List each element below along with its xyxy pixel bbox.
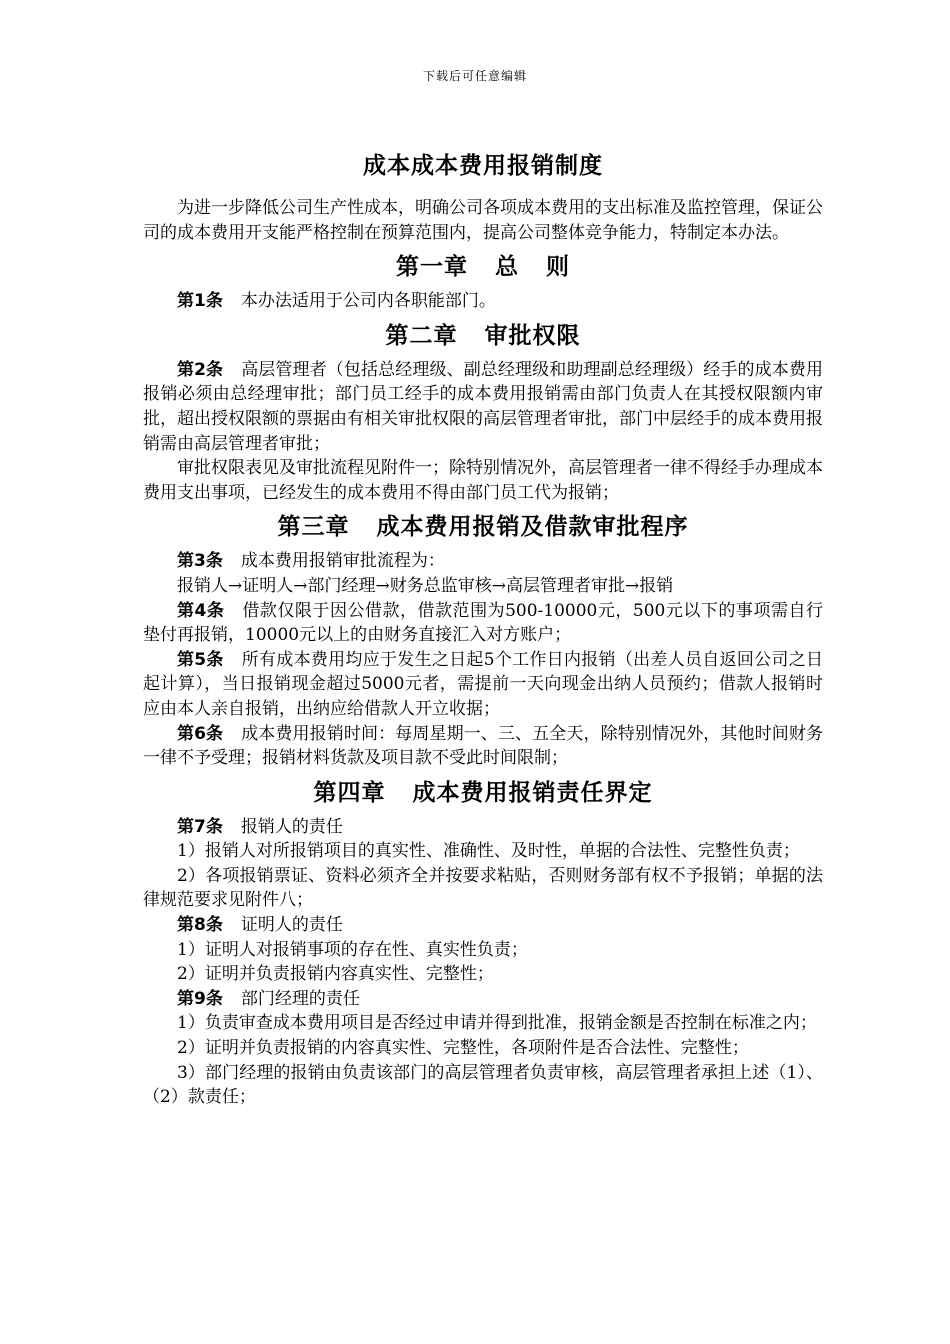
article-5-text: 所有成本费用均应于发生之日起5个工作日内报销（出差人员自返回公司之日起计算），当日报销现金超过5000元者，需提前一天向现金出纳人员预约；借款人报销时应由本人亲自报销，出纳应给借款人开立收据； <box>143 649 823 719</box>
article-8-item: 2）证明并负责报销内容真实性、完整性； <box>177 964 494 985</box>
article-2-label: 第2条 <box>177 359 224 380</box>
article-9-item: 1）负责审查成本费用项目是否经过申请并得到批准，报销金额是否控制在标准之内； <box>177 1013 817 1034</box>
article-7-text: 报销人的责任 <box>240 816 343 837</box>
chapter-3-heading: 第三章 成本费用报销及借款审批程序 <box>277 514 689 541</box>
header-note: 下载后可任意编辑 <box>422 69 527 83</box>
article-9-item: 2）证明并负责报销的内容真实性、完整性，各项附件是否合法性、完整性； <box>177 1038 749 1059</box>
intro-paragraph: 为进一步降低公司生产性成本，明确公司各项成本费用的支出标准及监控管理，保证公司的成本费用开支能严格控制在预算范围内，提高公司整体竞争能力，特制定本办法。 <box>143 198 823 243</box>
article-9-text: 部门经理的责任 <box>240 988 360 1009</box>
article-2-text: 高层管理者（包括总经理级、副总经理级和助理副总经理级）经手的成本费用报销必须由总经理审批；部门员工经手的成本费用报销需由部门负责人在其授权限额内审批，超出授权限额的票据由有相关审批权限的高层管理者审批，部门中层经手的成本费用报销需由高层管理者审批； <box>143 359 823 454</box>
article-4-label: 第4条 <box>177 600 225 621</box>
article-3-text: 成本费用报销审批流程为： <box>240 551 445 572</box>
article-2 <box>143 358 823 456</box>
article-8 <box>143 913 823 938</box>
article-4 <box>143 599 823 648</box>
document-title: 成本成本费用报销制度 <box>363 153 603 179</box>
article-1-label: 第1条 <box>177 291 223 312</box>
article-2-extra: 审批权限表见及审批流程见附件一；除特别情况外，高层管理者一律不得经手办理成本费用支出事项，已经发生的成本费用不得由部门员工代为报销； <box>143 458 823 503</box>
article-9 <box>143 987 823 1012</box>
article-9-item: 3）部门经理的报销由负责该部门的高层管理者负责审核，高层管理者承担上述（1）、（2）款责任； <box>143 1062 823 1108</box>
article-7-item: 2）各项报销票证、资料必须齐全并按要求粘贴，否则财务部有权不予报销；单据的法律规范要求见附件八； <box>143 865 823 911</box>
article-9-label: 第9条 <box>177 988 223 1009</box>
article-6 <box>143 722 823 771</box>
document-body <box>143 150 823 1110</box>
article-8-item: 1）证明人对报销事项的存在性、真实性负责； <box>177 939 528 960</box>
article-8-label: 第8条 <box>177 915 223 936</box>
article-8-text: 证明人的责任 <box>240 915 343 936</box>
article-6-text: 成本费用报销时间：每周星期一、三、五全天，除特别情况外，其他时间财务一律不予受理；报销材料货款及项目款不受此时间限制； <box>143 723 823 769</box>
article-6-label: 第6条 <box>177 723 224 744</box>
chapter-4-heading: 第四章 成本费用报销责任界定 <box>313 779 653 806</box>
approval-flow: 报销人→证明人→部门经理→财务总监审核→高层管理者审批→报销 <box>177 575 674 596</box>
article-4-text: 借款仅限于因公借款，借款范围为500-10000元，500元以下的事项需自行垫付再报销，10000元以上的由财务直接汇入对方账户； <box>143 600 823 646</box>
article-3 <box>143 549 823 574</box>
article-5 <box>143 648 823 722</box>
article-5-label: 第5条 <box>177 649 224 670</box>
chapter-1-heading: 第一章 总 则 <box>395 254 571 281</box>
article-7-item: 1）报销人对所报销项目的真实性、准确性、及时性，单据的合法性、完整性负责； <box>177 841 800 862</box>
article-1-text: 本办法适用于公司内各职能部门。 <box>240 291 496 312</box>
article-7 <box>143 815 823 840</box>
article-7-label: 第7条 <box>177 816 223 837</box>
chapter-2-heading: 第二章 审批权限 <box>385 322 581 349</box>
article-1 <box>143 289 823 314</box>
article-3-label: 第3条 <box>177 551 223 572</box>
